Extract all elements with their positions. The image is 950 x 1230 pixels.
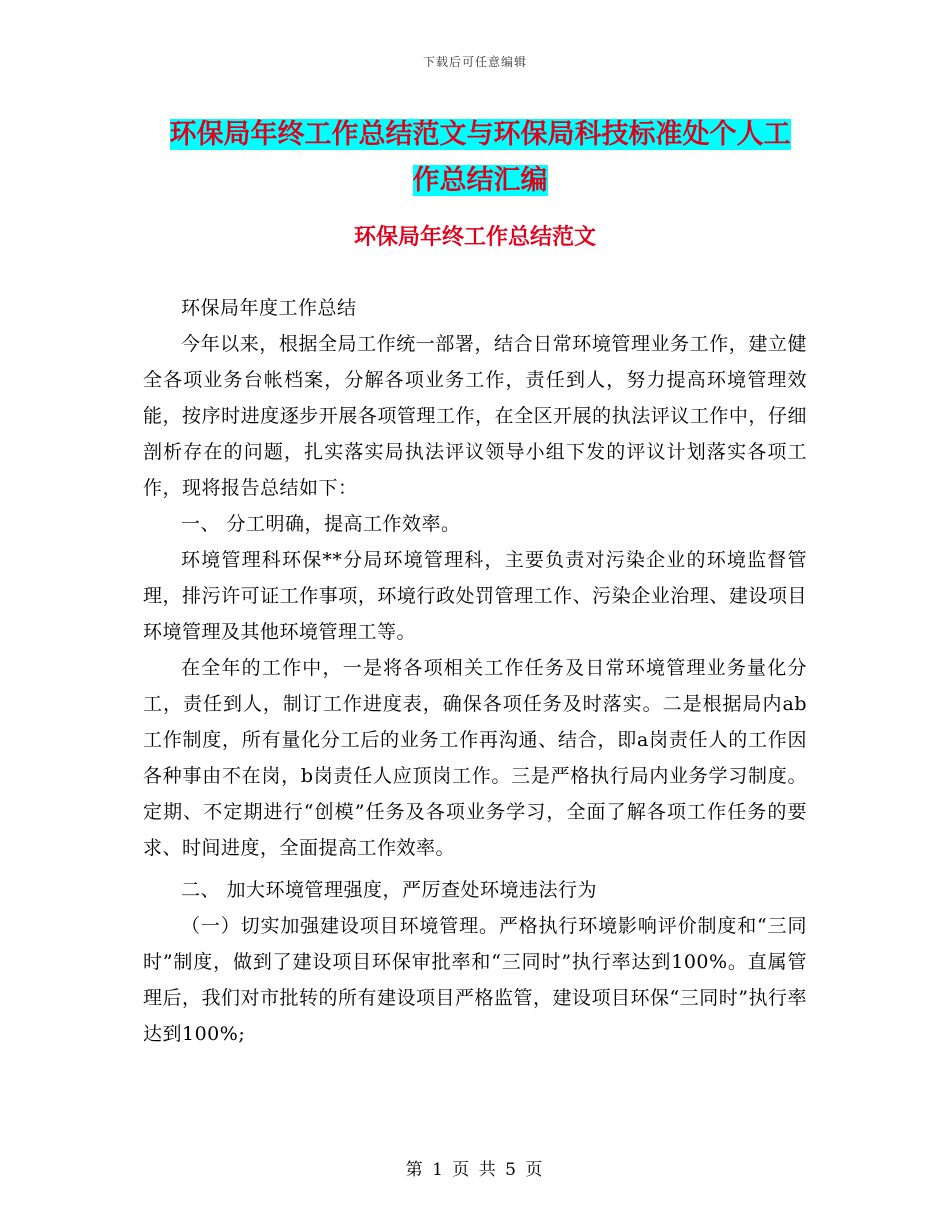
document-title-line-2: 作总结汇编 [412,165,548,196]
paragraph: 环保局年度工作总结 [181,297,357,319]
paragraph: 在全年的工作中，一是将各项相关工作任务及日常环境管理业务量化分工，责任到人，制订工作进度表，确保各项任务及时落实。二是根据局内ab工作制度，所有量化分工后的业务工作再沟通、结合，即a岗责任人的工作因各种事由不在岗，b岗责任人应顶岗工作。三是严格执行局内业务学习制度。定期、不定期进行“创模”任务及各项业务学习，全面了解各项工作任务的要求、时间进度，全面提高工作效率。 [143,657,807,859]
paragraph: 二、 加大环境管理强度，严厉查处环境违法行为 [181,879,598,901]
body-text [143,290,807,1052]
page-number: 第 1 页 共 5 页 [405,1160,545,1180]
section-title: 环保局年终工作总结范文 [353,224,596,250]
paragraph: 今年以来，根据全局工作统一部署，结合日常环境管理业务工作，建立健全各项业务台帐档案，分解各项业务工作，责任到人，努力提高环境管理效能，按序时进度逐步开展各项管理工作，在全区开展的执法评议工作中，仔细剖析存在的问题，扎实落实局执法评议领导小组下发的评议计划落实各项工作，现将报告总结如下： [143,333,807,499]
paragraph: 环境管理科环保**分局环境管理科，主要负责对污染企业的环境监督管理，排污许可证工作事项，环境行政处罚管理工作、污染企业治理、建设项目环境管理及其他环境管理工等。 [143,549,807,643]
document-title-line-1: 环保局年终工作总结范文与环保局科技标准处个人工 [169,119,791,150]
header-note: 下载后可任意编辑 [422,55,527,69]
paragraph: （一）切实加强建设项目环境管理。严格执行环境影响评价制度和“三同时”制度，做到了建设项目环保审批率和“三同时”执行率达到100%。直属管理后，我们对市批转的所有建设项目严格监管，建设项目环保“三同时”执行率达到100%; [143,915,807,1045]
paragraph: 一、 分工明确，提高工作效率。 [181,513,461,535]
document-title [140,112,820,204]
